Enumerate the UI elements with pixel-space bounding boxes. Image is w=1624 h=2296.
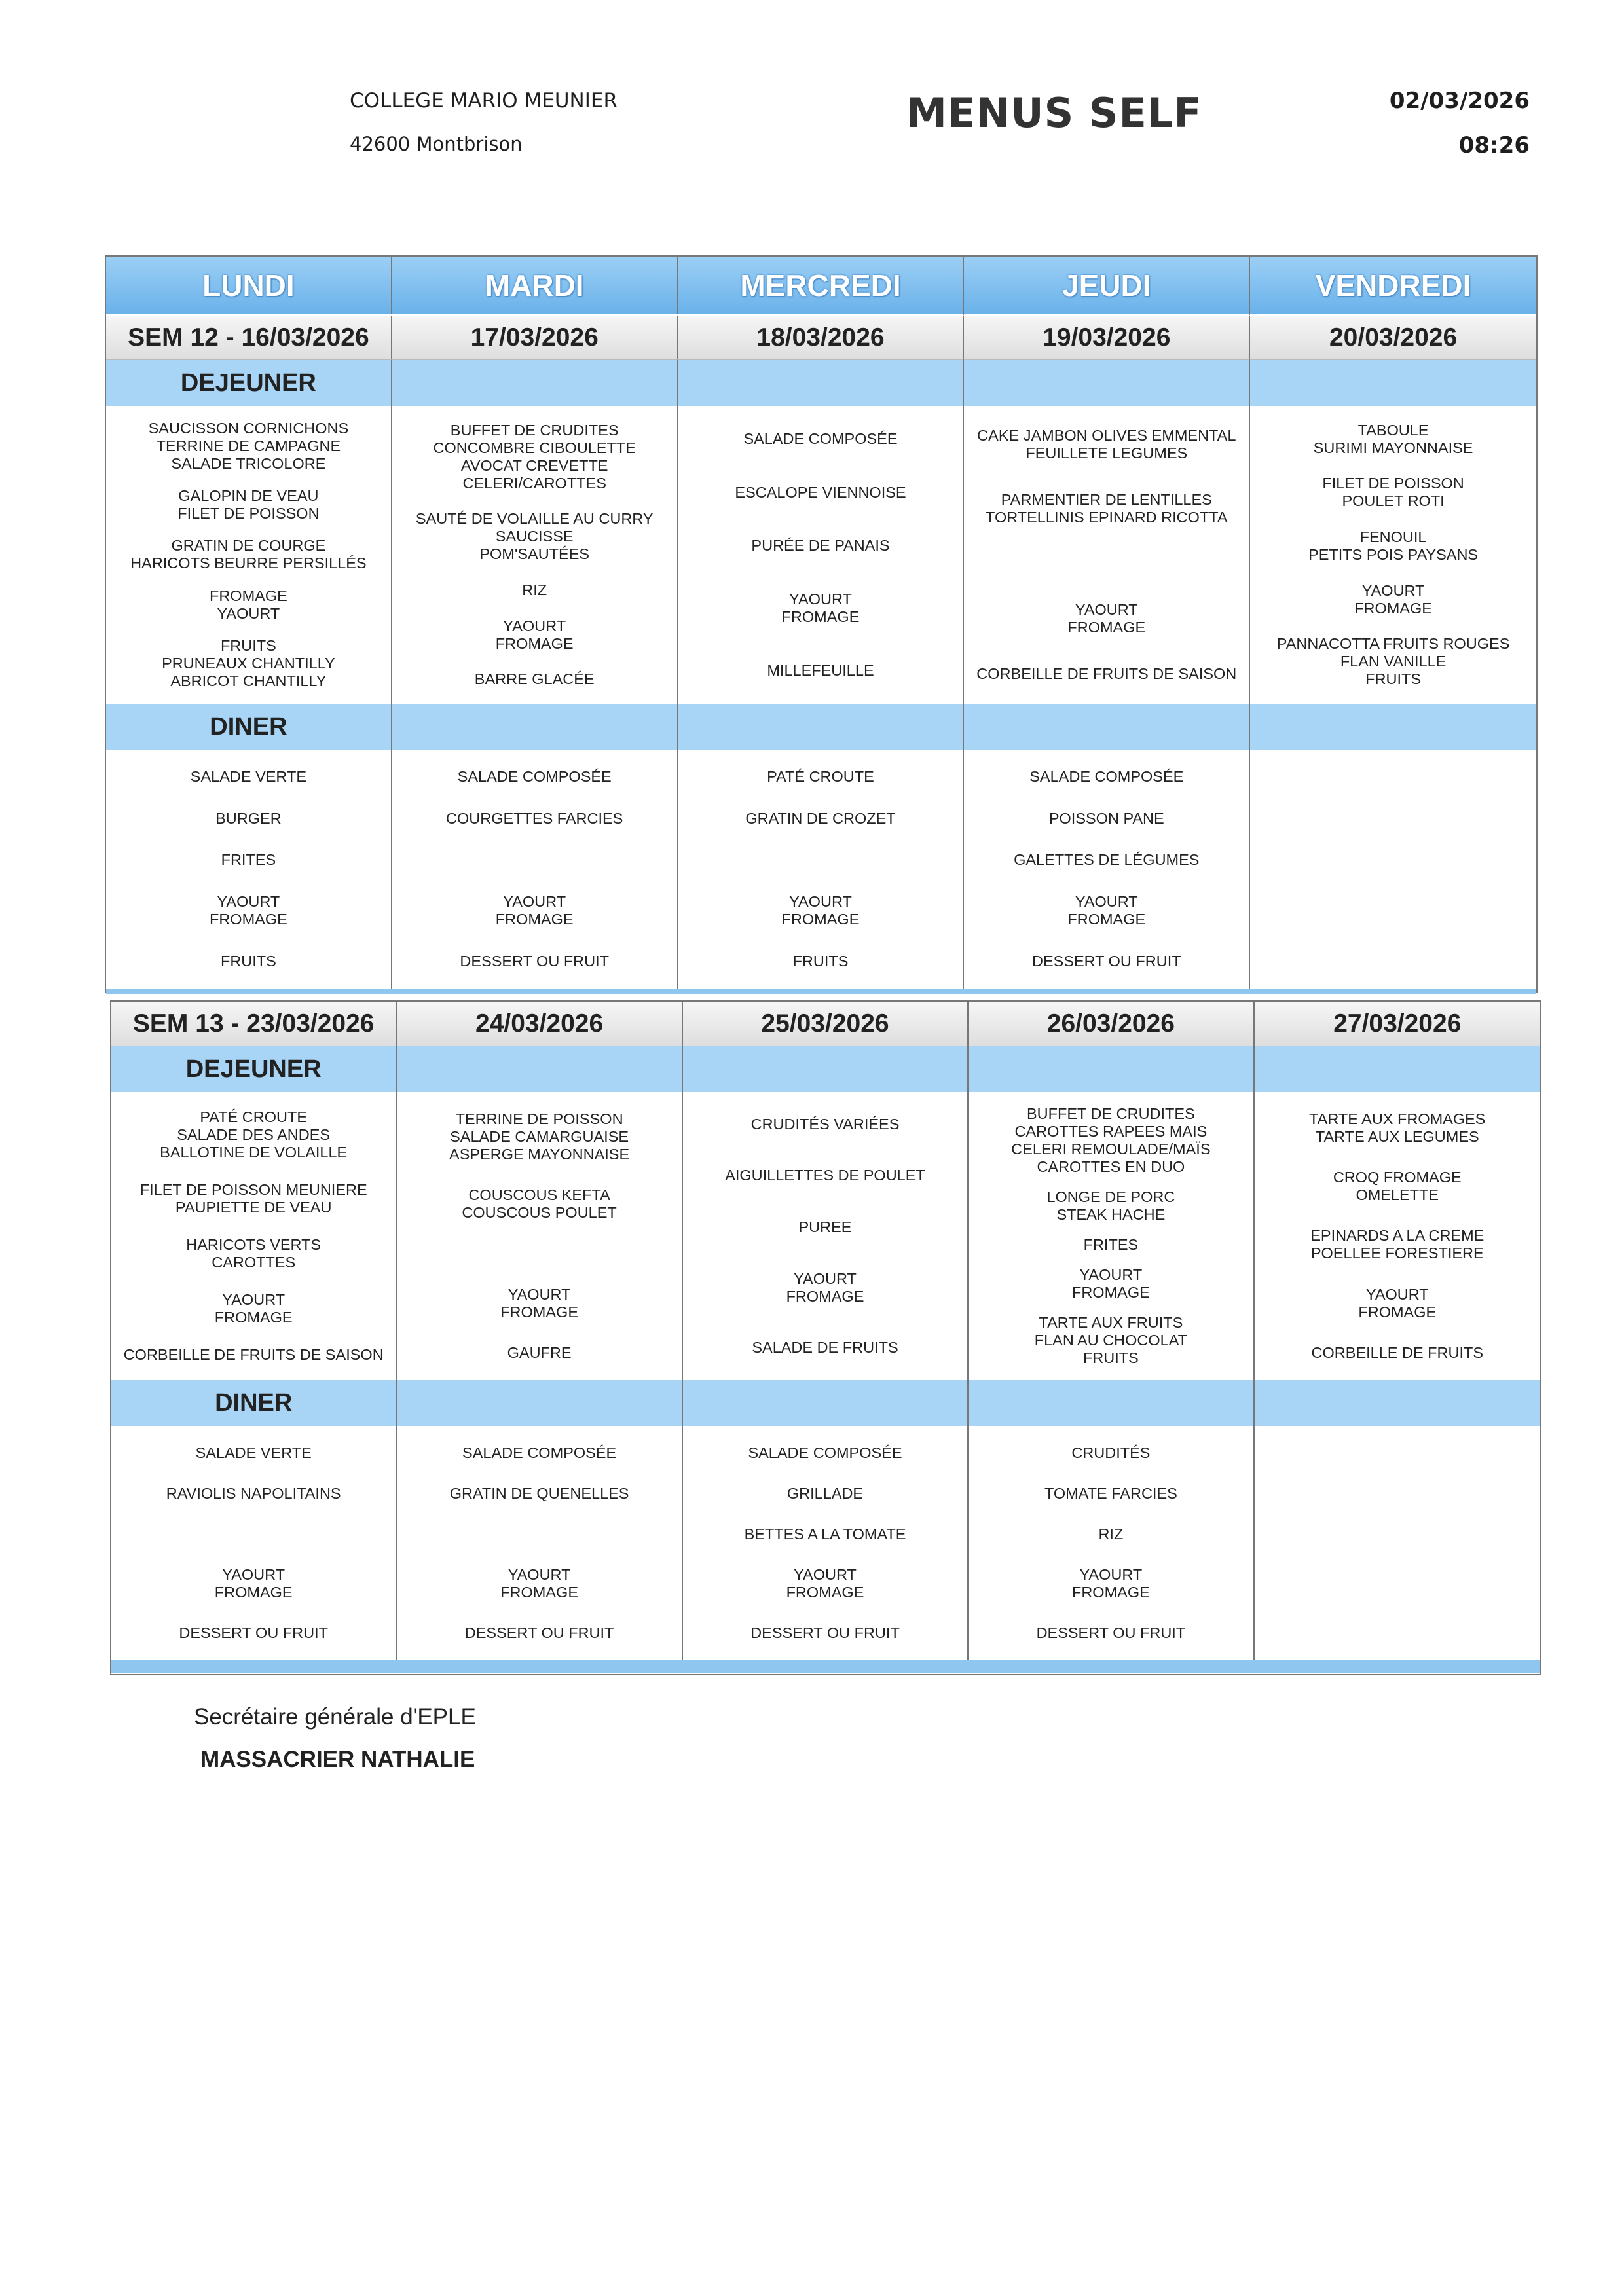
menu-course <box>177 487 319 522</box>
menu-item: BUFFET DE CRUDITES <box>450 421 619 439</box>
menu-course <box>196 1444 312 1462</box>
menu-course <box>166 1485 341 1503</box>
menu-item: YAOURT <box>1075 893 1138 911</box>
menu-item: YAOURT <box>1361 581 1425 599</box>
dinner-cell <box>1255 1426 1540 1660</box>
menu-item: COURGETTES FARCIES <box>446 809 623 827</box>
table-end-bar <box>106 989 392 994</box>
menu-item: DESSERT OU FRUIT <box>460 952 610 970</box>
menu-item: GAUFRE <box>507 1344 572 1362</box>
menu-course <box>416 510 654 563</box>
menu-item: POULET ROTI <box>1342 492 1445 510</box>
menu-item: TOMATE FARCIES <box>1044 1484 1177 1502</box>
menu-item: FROMAGE <box>500 1303 578 1321</box>
menu-course <box>507 1344 572 1362</box>
menu-item: SALADE DE FRUITS <box>752 1339 898 1357</box>
lunch-band <box>683 1046 969 1092</box>
menu-item: DESSERT OU FRUIT <box>464 1624 614 1642</box>
menu-course <box>186 1236 321 1271</box>
menu-course <box>1037 1624 1186 1642</box>
menu-course <box>1308 528 1478 564</box>
menu-item: SALADE TRICOLORE <box>171 455 326 473</box>
menu-item: GALOPIN DE VEAU <box>178 487 319 505</box>
dinner-cell <box>397 1426 682 1660</box>
menu-course <box>1046 1188 1175 1224</box>
menu-course <box>782 591 860 626</box>
menu-item: CRUDITÉS VARIÉES <box>750 1115 900 1133</box>
menu-item: PARMENTIER DE LENTILLES <box>1001 490 1212 508</box>
menu-course <box>1029 768 1183 786</box>
menu-item: YAOURT <box>503 893 566 911</box>
menu-item: FLAN AU CHOCOLAT <box>1034 1332 1188 1349</box>
table-end-bar <box>683 1660 969 1673</box>
menu-item: SAUTÉ DE VOLAILLE AU CURRY <box>415 510 654 528</box>
menu-item: YAOURT <box>507 1285 571 1303</box>
dinner-band <box>683 1380 969 1426</box>
menu-item: FROMAGE <box>786 1287 864 1305</box>
menu-item: TORTELLINIS EPINARD RICOTTA <box>986 508 1228 526</box>
menu-item: FROMAGE <box>1067 619 1146 636</box>
day-header-jeudi: JEUDI <box>964 257 1250 316</box>
menu-course <box>130 537 366 572</box>
day-header-mardi: MARDI <box>392 257 678 316</box>
menu-course <box>977 427 1236 462</box>
menu-item: SALADE DES ANDES <box>177 1126 331 1143</box>
menu-item: FROMAGE <box>209 911 287 928</box>
dinner-label: DINER <box>111 1380 397 1426</box>
menu-item: PRUNEAUX CHANTILLY <box>162 654 335 672</box>
menu-item: FEUILLETE LEGUMES <box>1025 444 1188 462</box>
menu-item: GRATIN DE CROZET <box>745 809 896 827</box>
menu-item: ESCALOPE VIENNOISE <box>735 483 906 501</box>
table-end-bar <box>678 989 965 994</box>
menu-item: SALADE COMPOSÉE <box>748 1444 902 1461</box>
menu-item: YAOURT <box>222 1291 286 1308</box>
menu-item: PAUPIETTE DE VEAU <box>175 1199 332 1216</box>
menu-item: YAOURT <box>1365 1285 1429 1303</box>
lunch-cell <box>397 1092 682 1380</box>
week-table-1 <box>105 255 1538 993</box>
menu-item: RIZ <box>1098 1525 1124 1542</box>
menu-item: SAUCISSE <box>495 528 574 545</box>
menu-item: YAOURT <box>789 591 852 608</box>
menu-item: POELLEE FORESTIERE <box>1310 1245 1484 1262</box>
dinner-cell <box>964 750 1250 989</box>
menu-item: RIZ <box>522 581 547 598</box>
menu-item: FROMAGE <box>1071 1584 1150 1601</box>
menu-course <box>751 1116 900 1133</box>
lunch-label: DEJEUNER <box>111 1046 397 1092</box>
menu-item: CAROTTES <box>212 1254 296 1271</box>
menu-item: FENOUIL <box>1359 528 1427 545</box>
menu-item: FROMAGE <box>1358 1303 1437 1321</box>
menu-course <box>475 670 595 688</box>
lunch-band <box>964 360 1250 406</box>
menu-item: CELERI/CAROTTES <box>462 474 606 492</box>
menu-course <box>124 1346 384 1364</box>
menu-item: BARRE GLACÉE <box>474 670 595 688</box>
signer-name: MASSACRIER NATHALIE <box>200 1747 475 1772</box>
menu-item: FROMAGE <box>495 911 574 928</box>
menu-course <box>1354 582 1432 617</box>
menu-item: PURÉE DE PANAIS <box>751 537 890 555</box>
menu-item: CONCOMBRE CIBOULETTE <box>433 439 636 456</box>
menu-item: FROMAGE <box>781 608 860 626</box>
school-name: COLLEGE MARIO MEUNIER <box>350 89 618 113</box>
menu-course <box>767 768 874 786</box>
dinner-cell <box>1250 750 1536 989</box>
menu-course <box>1333 1169 1462 1204</box>
menu-course <box>460 953 609 970</box>
menu-course <box>743 430 897 448</box>
menu-item: DESSERT OU FRUIT <box>179 1624 329 1642</box>
menu-course <box>1035 1314 1187 1367</box>
menu-course <box>1322 475 1464 510</box>
menu-item: CAKE JAMBON OLIVES EMMENTAL <box>977 426 1236 444</box>
menu-course <box>1312 1344 1483 1362</box>
dinner-cell <box>111 1426 397 1660</box>
menu-course <box>1071 1444 1150 1462</box>
menu-course <box>149 420 349 473</box>
menu-course <box>1011 1105 1210 1176</box>
lunch-cell <box>106 406 392 704</box>
menu-item: SALADE CAMARGUAISE <box>450 1127 629 1145</box>
menu-item: PATÉ CROUTE <box>200 1108 308 1125</box>
dinner-band <box>678 704 965 750</box>
dinner-cell <box>683 1426 969 1660</box>
print-date: 02/03/2026 <box>1389 88 1530 114</box>
menu-course <box>1072 1266 1150 1302</box>
menu-course <box>500 1286 578 1321</box>
dinner-label: DINER <box>106 704 392 750</box>
menu-item: FRUITS <box>220 636 276 654</box>
date-cell: 20/03/2026 <box>1250 316 1536 360</box>
menu-item: GRILLADE <box>786 1484 864 1502</box>
menu-item: FRUITS <box>1082 1349 1139 1367</box>
menu-course <box>786 1566 864 1601</box>
menu-course <box>735 484 906 501</box>
school-city: 42600 Montbrison <box>350 133 523 155</box>
lunch-cell <box>964 406 1250 704</box>
menu-item: FRITES <box>221 851 276 869</box>
menu-item: FROMAGE <box>1354 599 1432 617</box>
menu-course <box>221 851 276 869</box>
lunch-cell <box>969 1092 1254 1380</box>
menu-course <box>1358 1286 1436 1321</box>
menu-course <box>179 1624 328 1642</box>
menu-course <box>787 1485 863 1503</box>
menu-item: FROMAGE <box>214 1584 293 1601</box>
lunch-cell <box>392 406 678 704</box>
menu-item: FRUITS <box>220 952 276 970</box>
date-cell: 25/03/2026 <box>683 1002 969 1046</box>
menu-item: FRUITS <box>792 952 849 970</box>
menu-item: DESSERT OU FRUIT <box>1031 952 1181 970</box>
menu-item: POISSON PANE <box>1048 809 1164 827</box>
menu-item: FILET DE POISSON <box>177 505 320 522</box>
lunch-band <box>397 1046 682 1092</box>
menu-course <box>449 1110 629 1163</box>
menu-course <box>500 1566 578 1601</box>
menu-course <box>215 1566 293 1601</box>
menu-item: RAVIOLIS NAPOLITAINS <box>166 1484 341 1502</box>
menu-item: GALETTES DE LÉGUMES <box>1014 851 1200 869</box>
menu-item: PUREE <box>798 1218 852 1235</box>
table-end-bar <box>1255 1660 1540 1673</box>
menu-item: SURIMI MAYONNAISE <box>1313 439 1473 456</box>
menu-item: PANNACOTTA FRUITS ROUGES <box>1276 635 1510 653</box>
menu-item: TARTE AUX LEGUMES <box>1315 1127 1479 1145</box>
menu-item: FRITES <box>1083 1235 1139 1253</box>
menu-course <box>1049 810 1164 828</box>
dinner-cell <box>106 750 392 989</box>
menu-course <box>496 893 574 928</box>
menu-item: GRATIN DE COURGE <box>171 537 326 555</box>
menu-item: STEAK HACHE <box>1056 1205 1166 1223</box>
menu-item: FROMAGE <box>209 587 287 604</box>
menu-item: YAOURT <box>217 893 280 911</box>
menu-item: AVOCAT CREVETTE <box>460 456 608 474</box>
menu-course <box>748 1444 902 1462</box>
dinner-cell <box>969 1426 1254 1660</box>
menu-course <box>786 1270 864 1305</box>
date-cell: 17/03/2026 <box>392 316 678 360</box>
menu-course <box>793 953 849 970</box>
menu-item: TARTE AUX FROMAGES <box>1309 1110 1486 1127</box>
menu-item: YAOURT <box>217 604 280 622</box>
dinner-band <box>397 1380 682 1426</box>
day-header-lundi: LUNDI <box>106 257 392 316</box>
menu-course <box>221 953 276 970</box>
lunch-band <box>969 1046 1254 1092</box>
menu-item: SALADE COMPOSÉE <box>743 430 898 448</box>
menu-course <box>1314 422 1473 457</box>
menu-item: YAOURT <box>503 617 566 634</box>
table-end-bar <box>1250 989 1536 994</box>
menu-item: FROMAGE <box>500 1584 578 1601</box>
date-cell: 26/03/2026 <box>969 1002 1254 1046</box>
menu-item: POM'SAUTÉES <box>479 545 590 563</box>
menu-course <box>750 1624 900 1642</box>
menu-course <box>433 422 635 492</box>
menu-item: BALLOTINE DE VOLAILLE <box>160 1144 348 1161</box>
menu-course <box>1032 953 1181 970</box>
menu-course <box>1309 1110 1485 1146</box>
menu-course <box>1072 1566 1150 1601</box>
menu-item: YAOURT <box>1079 1566 1143 1584</box>
lunch-cell <box>1255 1092 1540 1380</box>
lunch-cell <box>678 406 965 704</box>
menu-course <box>191 768 306 786</box>
menu-item: YAOURT <box>794 1269 857 1287</box>
menu-item: FROMAGE <box>781 911 860 928</box>
lunch-band <box>1250 360 1536 406</box>
table-end-bar <box>964 989 1250 994</box>
menu-course <box>1084 1236 1139 1254</box>
menu-item: YAOURT <box>1075 601 1138 619</box>
menu-course <box>1014 851 1199 869</box>
menu-item: MILLEFEUILLE <box>767 661 874 679</box>
menu-item: CORBEILLE DE FRUITS DE SAISON <box>976 665 1237 683</box>
menu-item: HARICOTS BEURRE PERSILLÉS <box>130 555 367 572</box>
menu-course <box>752 1339 898 1357</box>
menu-item: YAOURT <box>789 893 852 911</box>
date-cell: 18/03/2026 <box>678 316 965 360</box>
menu-item: YAOURT <box>222 1566 286 1584</box>
menu-item: SALADE VERTE <box>195 1444 312 1461</box>
table-end-bar <box>397 1660 682 1673</box>
menu-item: FROMAGE <box>214 1309 293 1326</box>
menu-item: PATÉ CROUTE <box>767 768 874 786</box>
dinner-cell <box>678 750 965 989</box>
table-end-bar <box>392 989 678 994</box>
day-header-vendredi: VENDREDI <box>1250 257 1536 316</box>
menu-course <box>1044 1485 1177 1503</box>
print-time: 08:26 <box>1458 132 1530 158</box>
menu-item: TERRINE DE POISSON <box>455 1110 623 1127</box>
menu-item: COUSCOUS KEFTA <box>468 1186 610 1204</box>
date-cell: SEM 13 - 23/03/2026 <box>111 1002 397 1046</box>
menu-item: CAROTTES EN DUO <box>1037 1157 1185 1175</box>
menu-item: YAOURT <box>507 1566 571 1584</box>
menu-course <box>986 491 1228 526</box>
dinner-band <box>964 704 1250 750</box>
menu-course <box>162 637 335 690</box>
menu-item: ABRICOT CHANTILLY <box>170 672 327 689</box>
menu-item: FILET DE POISSON MEUNIERE <box>139 1181 367 1198</box>
menu-course <box>1310 1227 1484 1262</box>
menu-course <box>215 1291 293 1326</box>
menu-item: FRUITS <box>1365 670 1422 688</box>
menu-item: CORBEILLE DE FRUITS <box>1311 1344 1484 1362</box>
menu-course <box>458 768 612 786</box>
menu-course <box>1277 635 1510 688</box>
table-end-bar <box>969 1660 1254 1673</box>
menu-course <box>215 810 282 828</box>
menu-course <box>462 1444 616 1462</box>
menu-course <box>450 1485 629 1503</box>
menu-course <box>446 810 623 828</box>
page-title: MENUS SELF <box>906 89 1202 137</box>
menu-course <box>751 537 889 555</box>
menu-item: YAOURT <box>794 1566 857 1584</box>
date-cell: 27/03/2026 <box>1255 1002 1540 1046</box>
lunch-cell <box>111 1092 397 1380</box>
date-cell: 19/03/2026 <box>964 316 1250 360</box>
menu-item: SALADE COMPOSÉE <box>462 1444 617 1461</box>
menu-course <box>465 1624 614 1642</box>
lunch-band <box>392 360 678 406</box>
date-cell: 24/03/2026 <box>397 1002 682 1046</box>
menu-item: TARTE AUX FRUITS <box>1039 1314 1183 1332</box>
menu-item: SAUCISSON CORNICHONS <box>148 420 349 437</box>
menu-course <box>210 893 287 928</box>
lunch-cell <box>683 1092 969 1380</box>
menu-item: AIGUILLETTES DE POULET <box>725 1167 925 1184</box>
menu-item: GRATIN DE QUENELLES <box>449 1484 629 1502</box>
menu-item: YAOURT <box>1079 1266 1143 1284</box>
menu-item: ASPERGE MAYONNAISE <box>449 1145 630 1163</box>
menu-item: SALADE VERTE <box>190 768 306 786</box>
menu-course <box>1067 893 1145 928</box>
menu-item: CORBEILLE DE FRUITS DE SAISON <box>123 1346 384 1363</box>
dinner-band <box>1250 704 1536 750</box>
menu-item: DESSERT OU FRUIT <box>750 1624 900 1642</box>
menu-course <box>976 665 1236 683</box>
menu-course <box>745 1525 906 1543</box>
dinner-band <box>969 1380 1254 1426</box>
menu-item: FROMAGE <box>786 1584 864 1601</box>
menu-course <box>522 581 547 599</box>
menu-course <box>799 1218 852 1236</box>
lunch-band <box>1255 1046 1540 1092</box>
menu-course <box>160 1108 347 1161</box>
menu-item: CAROTTES RAPEES MAIS <box>1014 1122 1208 1140</box>
menu-item: BETTES A LA TOMATE <box>744 1525 906 1542</box>
menu-item: BUFFET DE CRUDITES <box>1026 1104 1195 1122</box>
menu-course <box>745 810 895 828</box>
menu-item: CELERI REMOULADE/MAÏS <box>1011 1140 1211 1157</box>
menu-item: TABOULE <box>1357 421 1429 439</box>
menu-item: BURGER <box>215 809 282 827</box>
menu-item: LONGE DE PORC <box>1046 1188 1175 1205</box>
menu-item: SALADE COMPOSÉE <box>1029 768 1184 786</box>
menu-item: FROMAGE <box>1071 1284 1150 1302</box>
menu-course <box>496 617 574 653</box>
menu-course <box>782 893 860 928</box>
menu-item: DESSERT OU FRUIT <box>1036 1624 1186 1642</box>
menu-course <box>767 662 874 680</box>
lunch-band <box>678 360 965 406</box>
day-header-mercredi: MERCREDI <box>678 257 965 316</box>
menu-course <box>1098 1525 1123 1543</box>
menu-item: COUSCOUS POULET <box>462 1204 617 1222</box>
menu-item: EPINARDS A LA CREME <box>1310 1227 1485 1245</box>
menu-item: HARICOTS VERTS <box>186 1236 322 1253</box>
menu-course <box>1067 601 1145 636</box>
menu-item: PETITS POIS PAYSANS <box>1308 545 1479 563</box>
dinner-band <box>392 704 678 750</box>
date-cell: SEM 12 - 16/03/2026 <box>106 316 392 360</box>
lunch-label: DEJEUNER <box>106 360 392 406</box>
menu-course <box>725 1167 925 1184</box>
menu-course <box>462 1186 616 1222</box>
menu-course <box>140 1181 367 1216</box>
table-end-bar <box>111 1660 397 1673</box>
menu-item: SALADE COMPOSÉE <box>457 768 612 786</box>
menu-item: FROMAGE <box>1067 911 1146 928</box>
menu-item: OMELETTE <box>1356 1186 1439 1204</box>
week-table-2 <box>110 1000 1541 1675</box>
menu-item: CRUDITÉS <box>1071 1444 1151 1461</box>
menu-course <box>210 587 287 623</box>
menu-item: FILET DE POISSON <box>1322 475 1464 492</box>
menu-item: FLAN VANILLE <box>1340 653 1447 670</box>
menu-item: CROQ FROMAGE <box>1333 1169 1462 1186</box>
lunch-cell <box>1250 406 1536 704</box>
signer-title: Secrétaire générale d'EPLE <box>194 1704 476 1730</box>
menu-item: FROMAGE <box>495 634 574 652</box>
menu-item: TERRINE DE CAMPAGNE <box>156 437 341 455</box>
dinner-cell <box>392 750 678 989</box>
dinner-band <box>1255 1380 1540 1426</box>
